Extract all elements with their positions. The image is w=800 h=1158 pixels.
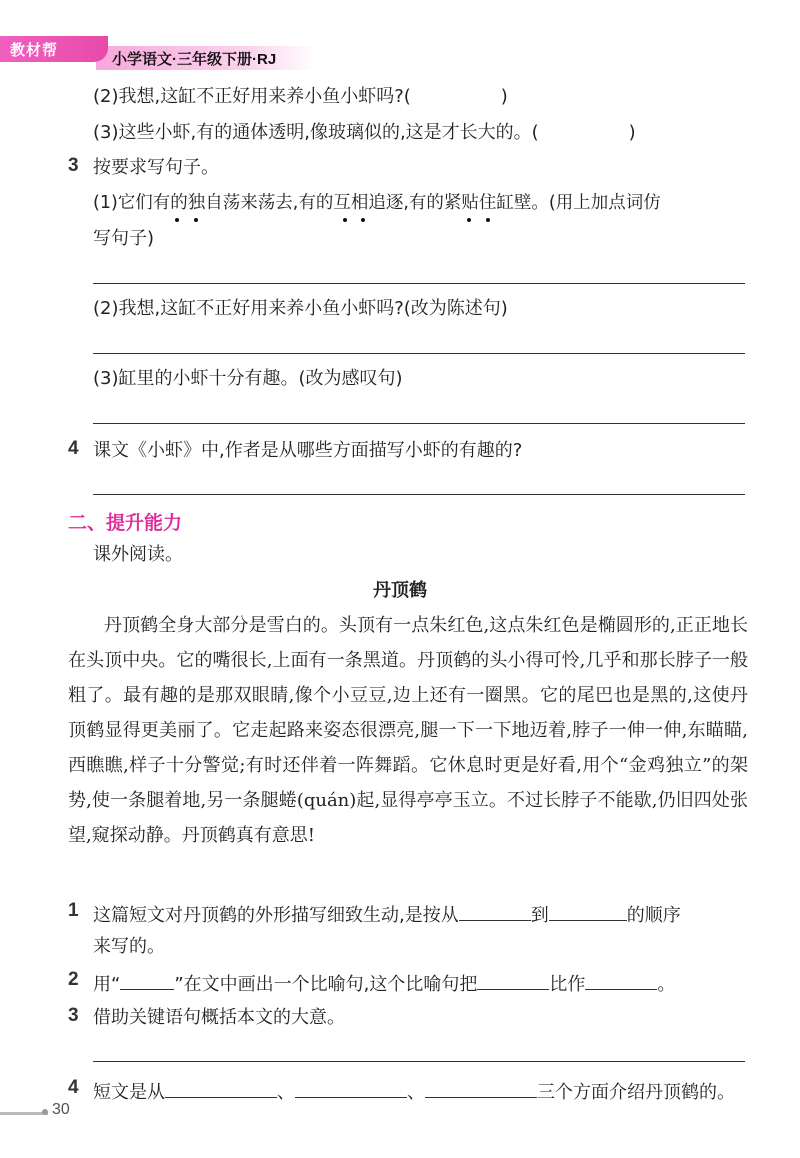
reading-q2-part-c: 比作 <box>549 974 586 995</box>
reading-q4-sep2: 、 <box>407 1082 425 1103</box>
reading-q1-part-c: 的顺序 <box>626 905 681 926</box>
answer-line[interactable] <box>93 283 745 284</box>
emphasis-dot <box>175 218 179 222</box>
reading-q2 <box>93 969 675 998</box>
blank-compared-to[interactable] <box>585 969 657 990</box>
emphasis-dot <box>486 218 490 222</box>
story-title: 丹顶鹤 <box>373 580 427 601</box>
page-number: 30 <box>52 1101 70 1118</box>
reading-q4-part-b: 三个方面介绍丹顶鹤的。 <box>537 1082 735 1103</box>
question-3-text: 按要求写句子。 <box>93 157 219 178</box>
emphasis-dot <box>194 218 198 222</box>
question-2-2: (2)我想,这缸不正好用来养小鱼小虾吗?( ) <box>93 86 508 107</box>
answer-line[interactable] <box>93 1061 745 1062</box>
question-3-1-line1: (1)它们有的独自荡来荡去,有的互相追逐,有的紧贴住缸壁。(用上加点词仿 <box>93 193 661 213</box>
emphasis-dot <box>361 218 365 222</box>
footer-line <box>0 1112 48 1115</box>
reading-q2-part-a: 用“ <box>93 974 121 995</box>
answer-line[interactable] <box>93 423 745 424</box>
reading-q4-sep1: 、 <box>277 1082 295 1103</box>
answer-line[interactable] <box>93 353 745 354</box>
blank-compared[interactable] <box>477 969 549 990</box>
question-4-number: 4 <box>68 438 79 459</box>
reading-q1-part-a: 这篇短文对丹顶鹤的外形描写细致生动,是按从 <box>93 905 459 926</box>
emphasis-dot <box>467 218 471 222</box>
reading-q1-line2: 来写的。 <box>93 936 165 957</box>
question-2-3: (3)这些小虾,有的通体透明,像玻璃似的,这是才长大的。( ) <box>93 122 636 143</box>
blank-aspect-3[interactable] <box>425 1077 537 1098</box>
reading-q4-part-a: 短文是从 <box>93 1082 165 1103</box>
question-3-3: (3)缸里的小虾十分有趣。(改为感叹句) <box>93 368 403 389</box>
footer-dot <box>42 1109 48 1115</box>
question-4-text: 课文《小虾》中,作者是从哪些方面描写小虾的有趣的? <box>93 440 523 461</box>
story-paragraph: 丹顶鹤全身大部分是雪白的。头顶有一点朱红色,这点朱红色是椭圆形的,正正地长在头顶中央。它的嘴很长,上面有一条黑道。丹顶鹤的头小得可怜,几乎和那长脖子一般粗了。最有趣的是那双眼睛,像个小豆豆,边上还有一圈黑。它的尾巴也是黑的,这使丹顶鹤显得更美丽了。它走起路来姿态很漂亮,腿一下一下地迈着,脖子一伸一伸,东瞄瞄,西瞧瞧,样子十分警觉;有时还伴着一阵舞蹈。它休息时更是好看,用个“金鸡独立”的架势,使一条腿着地,另一条腿蜷(quán)起,显得亭亭玉立。不过长脖子不能歇,仍旧四处张望,窥探动静。丹顶鹤真有意思! <box>68 615 748 846</box>
reading-q1-number: 1 <box>68 900 79 921</box>
blank-aspect-2[interactable] <box>295 1077 407 1098</box>
reading-intro: 课外阅读。 <box>93 544 183 565</box>
question-3-number: 3 <box>68 155 79 176</box>
reading-q2-part-d: 。 <box>657 974 676 995</box>
reading-q4-number: 4 <box>68 1077 79 1098</box>
question-3-1-line2: 写句子) <box>93 228 155 249</box>
emphasis-dot <box>343 218 347 222</box>
blank-aspect-1[interactable] <box>165 1077 277 1098</box>
reading-q1-part-b: 到 <box>530 905 549 926</box>
reading-q4 <box>93 1077 735 1106</box>
blank-to[interactable] <box>549 900 627 921</box>
reading-q2-part-b: ”在文中画出一个比喻句,这个比喻句把 <box>174 974 478 995</box>
question-3-2: (2)我想,这缸不正好用来养小鱼小虾吗?(改为陈述句) <box>93 298 508 319</box>
header-title: 小学语文·三年级下册·RJ <box>112 51 277 68</box>
reading-q2-number: 2 <box>68 969 79 990</box>
header-tag <box>0 36 108 62</box>
reading-q1 <box>93 900 681 929</box>
blank-from[interactable] <box>459 900 531 921</box>
section-title: 二、提升能力 <box>68 512 183 534</box>
header-tag-label: 教材帮 <box>10 41 59 59</box>
reading-q3-number: 3 <box>68 1005 79 1026</box>
answer-line[interactable] <box>93 494 745 495</box>
reading-q3: 借助关键语句概括本文的大意。 <box>93 1007 345 1028</box>
blank-mark <box>120 969 174 990</box>
